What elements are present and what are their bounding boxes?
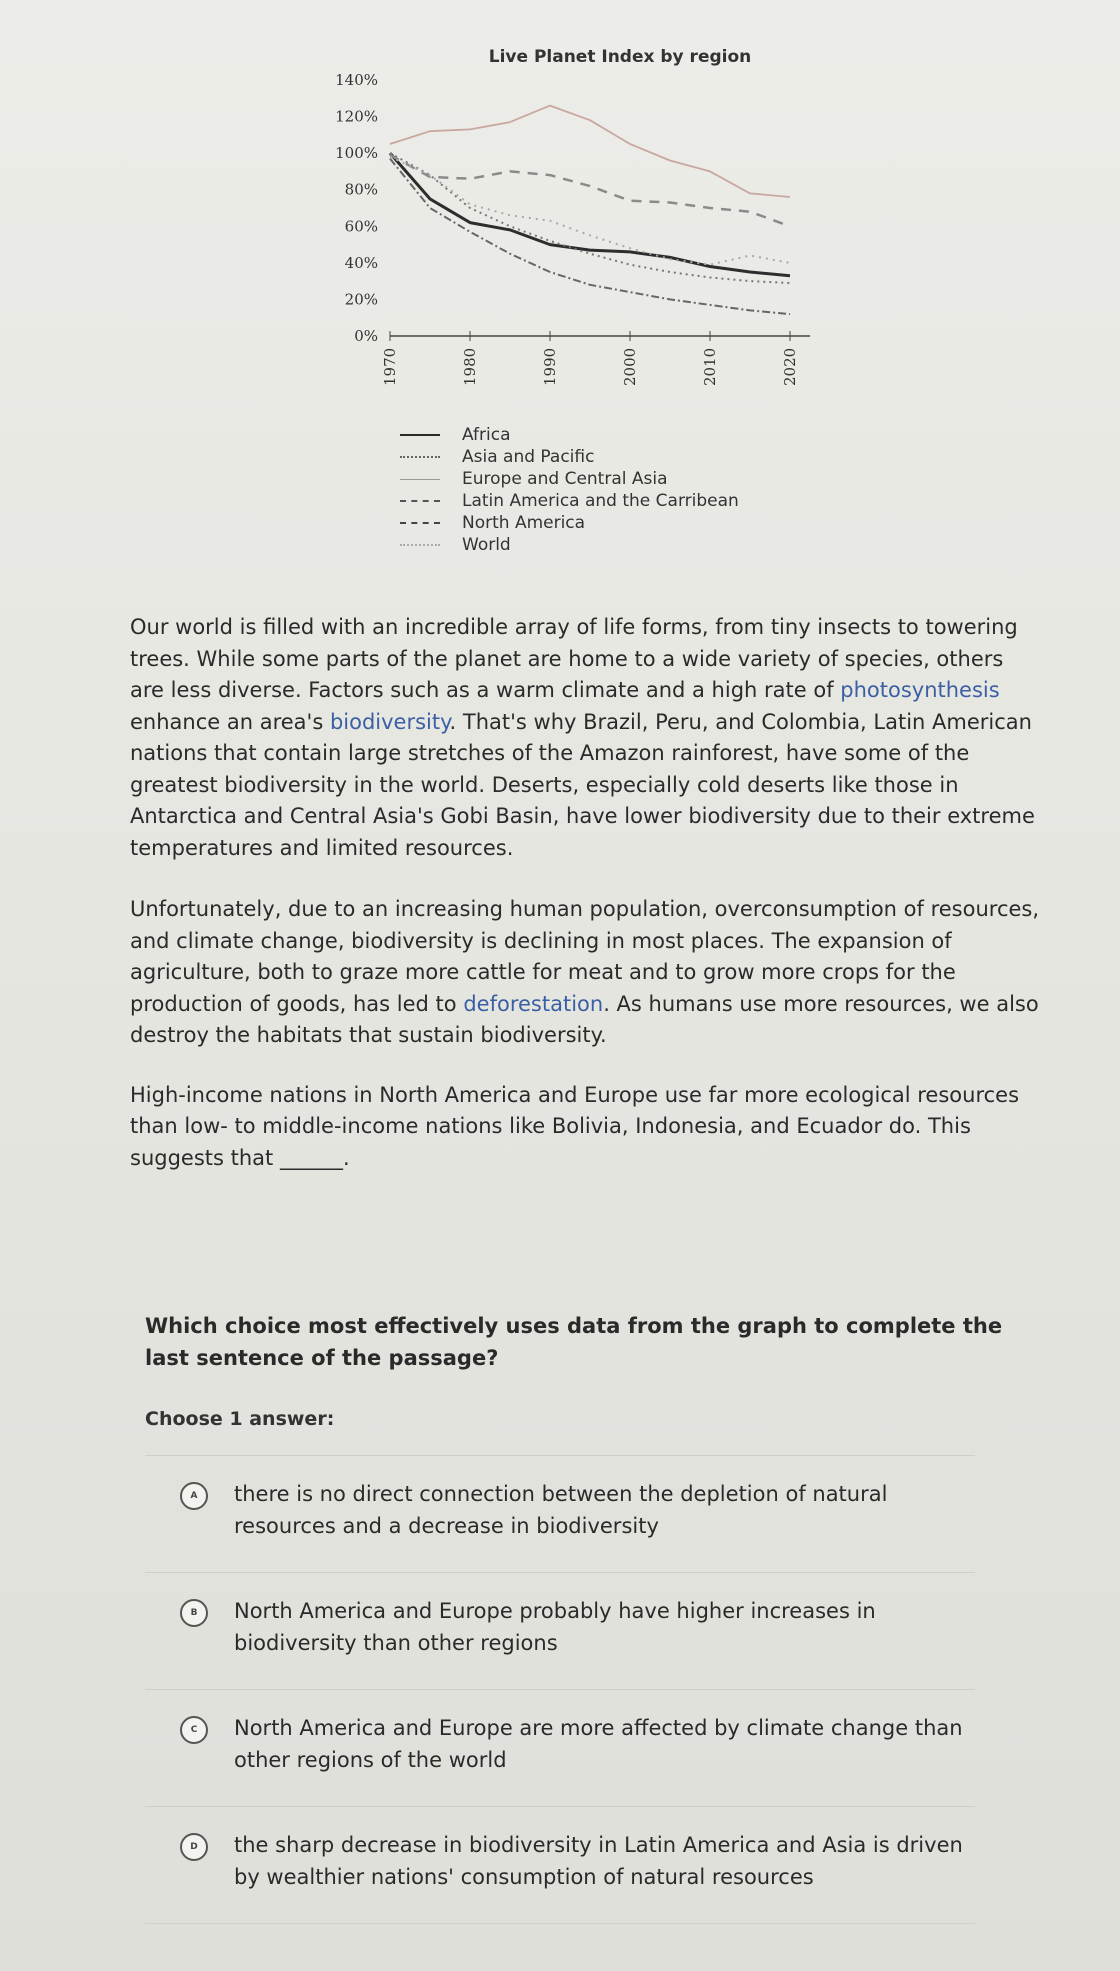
passage-paragraph-1 (130, 612, 1040, 864)
series-line-africa (390, 153, 790, 276)
y-tick-label: 100% (335, 144, 378, 163)
y-tick-label: 40% (344, 253, 378, 272)
legend-item-north-america (400, 512, 739, 534)
choice-a[interactable] (145, 1455, 975, 1572)
legend-swatch-asia-pacific (400, 456, 440, 458)
chart-title: Live Planet Index by region (488, 47, 752, 67)
series-line-europe-and-central-asia (390, 106, 790, 197)
passage-text: Our world is filled with an incredible array of life forms, from tiny insects to towering trees. While some parts of the planet are home to a wide variety of species, others are less diverse. Factors such as a warm climate and a high rate of (130, 615, 1018, 702)
legend-label: Europe and Central Asia (462, 469, 668, 489)
y-tick-label: 120% (335, 107, 378, 126)
legend-label: North America (462, 513, 586, 533)
keyword-biodiversity[interactable]: biodiversity (329, 709, 450, 734)
legend-label: World (462, 535, 511, 555)
choice-text: the sharp decrease in biodiversity in Latin America and Asia is driven by wealthier nations' consumption of natural resources (234, 1833, 963, 1889)
choice-radio-c[interactable]: C (180, 1716, 208, 1744)
question-prompt: Which choice most effectively uses data from the graph to complete the last sentence of the passage? (145, 1314, 1003, 1370)
keyword-deforestation[interactable]: deforestation (463, 991, 604, 1016)
series-line-north-america (390, 155, 790, 226)
y-tick-label: 20% (344, 290, 378, 309)
legend-label: Africa (462, 425, 511, 445)
passage-paragraph-2 (130, 894, 1040, 1052)
y-tick-label: 60% (344, 217, 378, 236)
legend-item-europe (400, 468, 739, 490)
legend-swatch-world (400, 544, 440, 546)
keyword-photosynthesis[interactable]: photosynthesis (840, 678, 1000, 702)
choice-b[interactable] (145, 1572, 975, 1689)
line-chart (320, 40, 840, 410)
passage-text: Unfortunately, due to an increasing human population, overconsumption of resources, and climate change, biodiversity is declining in most places. The expansion of agriculture, both to graze more cattle for meat and to grow more crops for the production of goods, has led to (130, 897, 1040, 1016)
legend-item-asia-pacific (400, 446, 739, 468)
passage-text: . As humans use more resources, we also destroy the habitats that sustain biodiversity. (130, 991, 1039, 1047)
choice-radio-d[interactable]: D (180, 1833, 208, 1861)
x-tick-label: 1990 (541, 347, 559, 386)
y-tick-label: 80% (344, 180, 378, 199)
passage-text: . That's why Brazil, Peru, and Colombia, Latin American nations that contain large stretches of the Amazon rainforest, have some of the greatest biodiversity in the world. Deserts, especially cold deserts like those in Antarctica and Central Asia's Gobi Basin, have lower biodiversity due to their extreme temperatures and limited resources. (130, 709, 1035, 860)
x-tick-label: 1980 (461, 347, 479, 386)
legend-swatch-latin-america (400, 500, 440, 502)
x-tick-label: 2000 (621, 347, 639, 386)
chart-legend (400, 424, 739, 556)
choice-text: North America and Europe probably have higher increases in biodiversity than other regions (234, 1599, 876, 1655)
legend-swatch-europe (400, 479, 440, 480)
passage-text: enhance an area's (130, 709, 330, 734)
choice-radio-a[interactable]: A (180, 1482, 208, 1510)
x-tick-label: 2010 (701, 347, 719, 386)
x-tick-label: 1970 (381, 347, 399, 386)
y-tick-label: 0% (354, 327, 378, 345)
legend-label: Latin America and the Carribean (462, 491, 739, 511)
legend-item-latin-america (400, 490, 739, 512)
series-line-asia-and-pacific (390, 153, 790, 283)
answer-choices (145, 1455, 975, 1924)
legend-swatch-africa (400, 434, 440, 436)
choice-d[interactable] (145, 1806, 975, 1924)
legend-swatch-north-america (400, 522, 440, 524)
choice-text: North America and Europe are more affected by climate change than other regions of the world (234, 1716, 963, 1772)
x-tick-label: 2020 (781, 347, 799, 386)
y-tick-label: 140% (335, 71, 378, 89)
passage-paragraph-3: High-income nations in North America and Europe use far more ecological resources than low- to middle-income nations like Bolivia, Indonesia, and Ecuador do. This suggests that ______. (130, 1082, 1020, 1170)
legend-label: Asia and Pacific (462, 447, 595, 467)
choose-label: Choose 1 answer: (145, 1408, 335, 1430)
choice-text: there is no direct connection between the depletion of natural resources and a decrease in biodiversity (234, 1482, 888, 1538)
legend-item-world (400, 534, 739, 556)
legend-item-africa (400, 424, 739, 446)
reading-passage (130, 612, 1040, 1204)
choice-radio-b[interactable]: B (180, 1599, 208, 1627)
choice-c[interactable] (145, 1689, 975, 1806)
